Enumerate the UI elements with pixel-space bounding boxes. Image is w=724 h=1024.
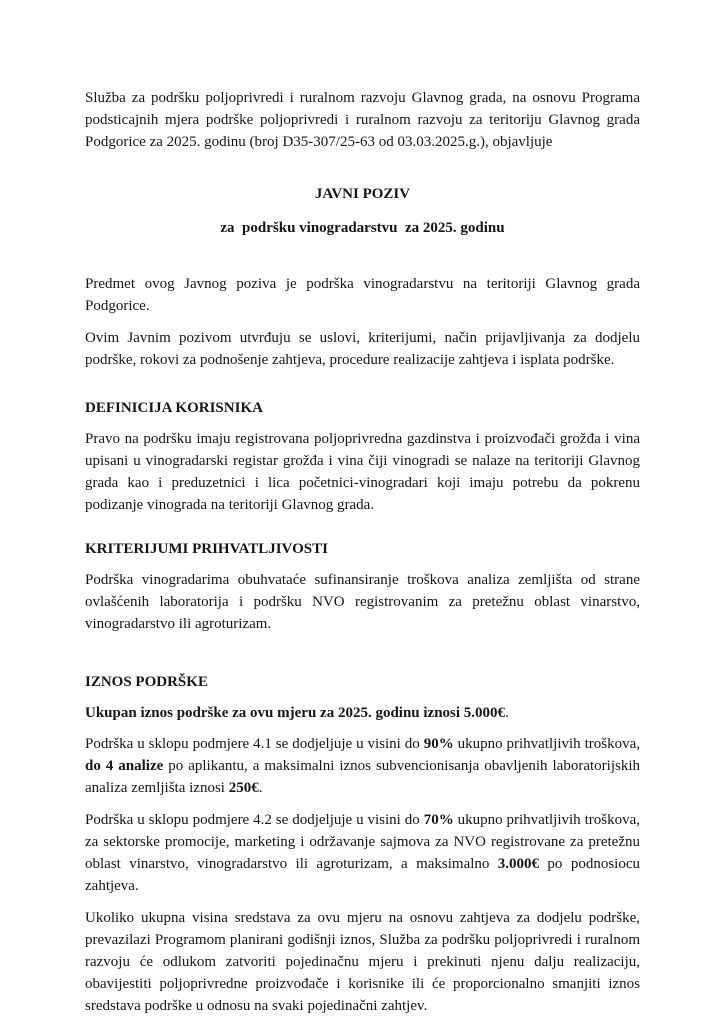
intro-paragraph: Služba za podršku poljoprivredi i ruralnom razvoju Glavnog grada, na osnovu Programa podsticajnih mjera podrške poljoprivredi i ruralnom razvoju za teritoriju Glavnog grada Podgorice za 2025. godinu (broj D35-307/25-63 od 03.03.2025.g.), objavljuje bbox=[85, 90, 640, 150]
submeasure-42-paragraph: Podrška u sklopu podmjere 4.2 se dodjeljuje u visini do 70% ukupno prihvatljivih troškova, za sektorske promocije, marketing i održavanje sajmova za NVO registrovane za pretežnu oblast vinarstvo, vinogradarstvo ili agroturizam, a maksimalno 3.000€ po podnosiocu zahtjeva. bbox=[85, 812, 640, 894]
document-subtitle: za podršku vinogradarstvu za 2025. godinu bbox=[220, 220, 505, 236]
total-amount-line: Ukupan iznos podrške za ovu mjeru za 2025. godinu iznosi 5.000€. bbox=[85, 705, 509, 721]
submeasure-41-paragraph: Podrška u sklopu podmjere 4.1 se dodjeljuje u visini do 90% ukupno prihvatljivih troškova, do 4 analize po aplikantu, a maksimalni iznos subvencionisanja obavljenih laboratorijskih analiza zemljišta iznosi 250€. bbox=[85, 736, 640, 796]
scope-paragraph: Ovim Javnim pozivom utvrđuju se uslovi, kriterijumi, način prijavljivanja za dodjelu podrške, rokovi za podnošenje zahtjeva, procedure realizacije zahtjeva i isplata podrške. bbox=[85, 330, 640, 368]
section-heading-kriterijumi-prihvatljivosti: KRITERIJUMI PRIHVATLJIVOSTI bbox=[85, 541, 328, 557]
overflow-rule-paragraph: Ukoliko ukupna visina sredstava za ovu mjeru na osnovu zahtjeva za dodjelu podrške, prevazilazi Programom planirani godišnji iznos, Služba za podršku poljoprivredi i ruralnom razvoju će odlukom zatvoriti pojedinačnu mjeru i prekinuti njenu dalju realizaciju, obavijestiti poljoprivredne proizvođače i korisnike ili će proporcionalno smanjiti iznos sredstava podrške u odnosu na svaki pojedinačni zahtjev. bbox=[85, 910, 640, 1014]
section-heading-iznos-podrske: IZNOS PODRŠKE bbox=[85, 674, 208, 690]
section-heading-definicija-korisnika: DEFINICIJA KORISNIKA bbox=[85, 400, 263, 416]
document-title: JAVNI POZIV bbox=[314, 186, 411, 202]
kriterijumi-paragraph: Podrška vinogradarima obuhvataće sufinansiranje troškova analiza zemljišta od strane ovlašćenih laboratorija i podršku NVO registrovanim za pretežnu oblast vinarstvo, vinogradarstvo ili agroturizam. bbox=[85, 572, 640, 632]
definicija-korisnika-paragraph: Pravo na podršku imaju registrovana poljoprivredna gazdinstva i proizvođači grožđa i vina upisani u vinogradarski registar grožđa i vina čiji vinogradi se nalaze na teritoriji Glavnog grada kao i preduzetnici i lica početnici-vinogradari koji imaju potrebu da pokrenu podizanje vinograda na teritoriji Glavnog grada. bbox=[85, 431, 640, 513]
subject-paragraph: Predmet ovog Javnog poziva je podrška vinogradarstvu na teritoriji Glavnog grada Podgorice. bbox=[85, 276, 640, 314]
